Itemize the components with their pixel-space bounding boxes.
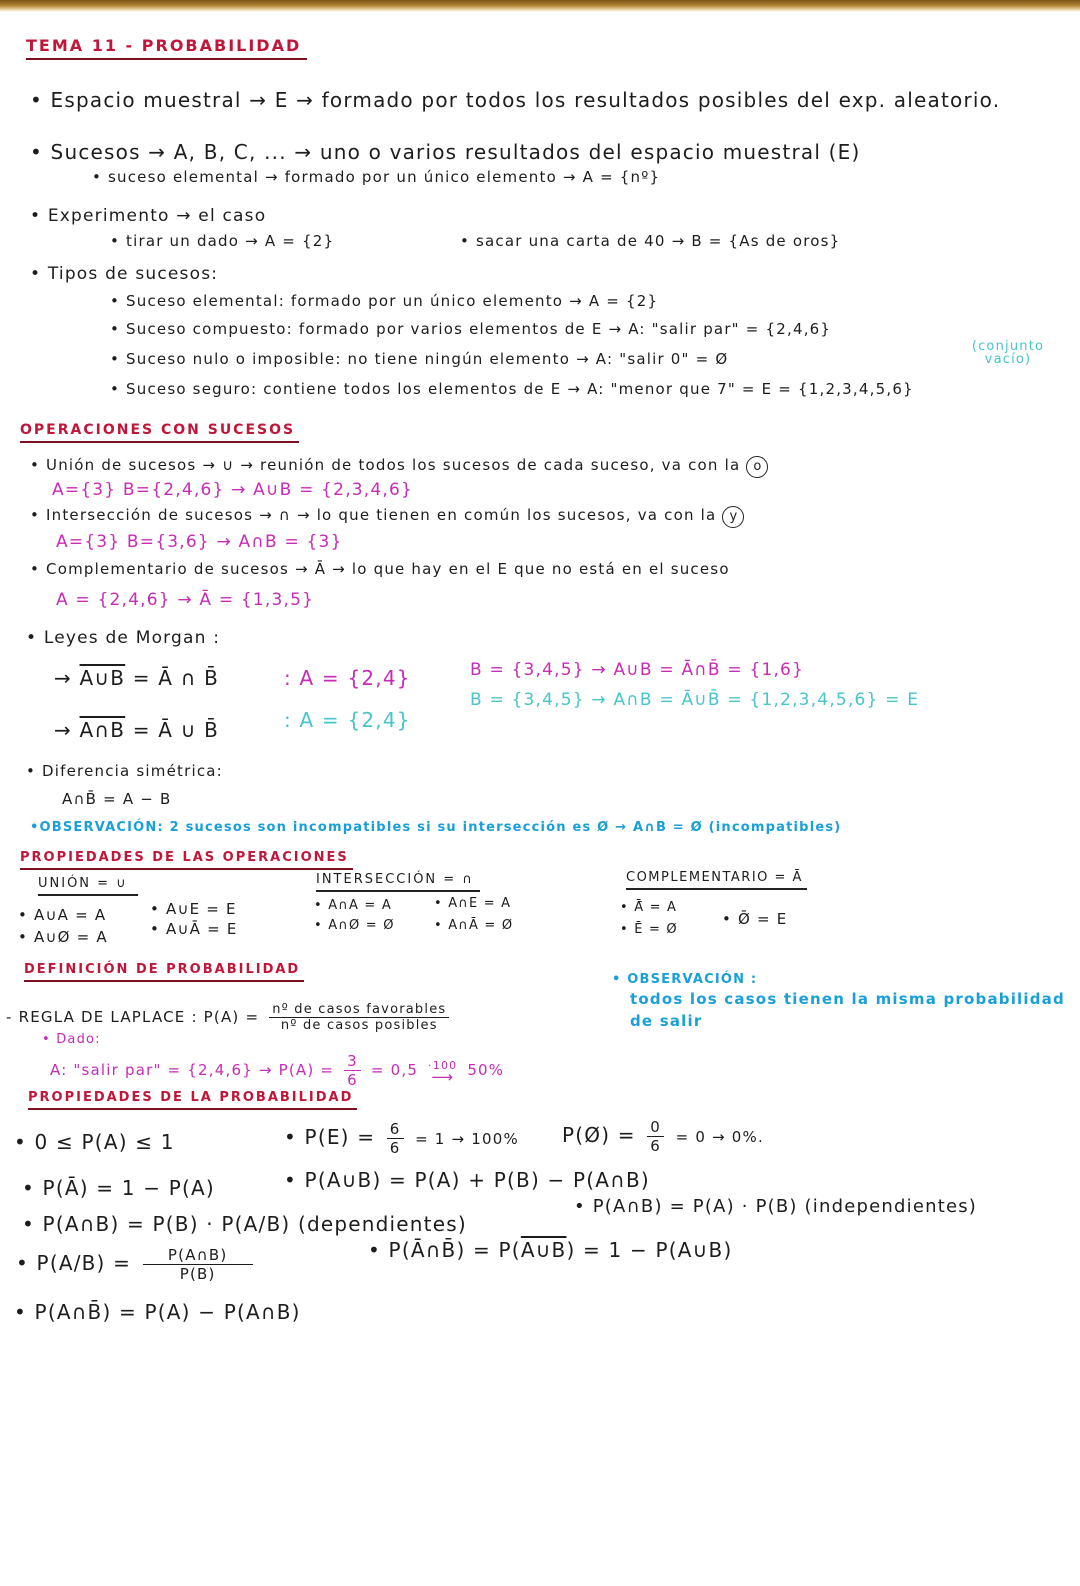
morgan2-lhs: A∩B [79,718,126,742]
interseccion-prop: • A∩A = A [314,898,392,913]
prob-prop-range: • 0 ≤ P(A) ≤ 1 [14,1130,175,1154]
p-e-numerator: 6 [387,1120,404,1139]
interseccion-prop: • A∩Ø = Ø [314,918,395,933]
diferencia-heading: • Diferencia simétrica: [26,762,223,780]
interseccion-example: A={3} B={3,6} → A∩B = {3} [56,532,343,552]
dado-label: • Dado: [42,1032,101,1047]
laplace-fraction [269,1002,449,1033]
laplace-example [50,1052,504,1089]
p-empty-lhs: P(Ø) = [562,1123,636,1147]
prob-prop-dependent: • P(A∩B) = P(B) · P(A/B) (dependientes) [22,1212,467,1236]
prob-morgan-b: ) = 1 − P(A∪B) [566,1238,733,1262]
p-empty-denominator: 6 [650,1137,662,1155]
tipo-compuesto: • Suceso compuesto: formado por varios elementos de E → A: "salir par" = {2,4,6} [110,320,832,338]
p-e-denominator: 6 [389,1139,401,1157]
prob-morgan-overline: A∪B [520,1238,567,1262]
laplace-rule [6,1002,453,1033]
observacion-title: • OBSERVACIÓN : [612,972,758,987]
complementario-prop: • Ē = Ø [620,922,678,937]
complementario-example: A = {2,4,6} → Ā = {1,3,5} [56,590,315,610]
tipo-elemental: • Suceso elemental: formado por un único elemento → A = {2} [110,292,659,310]
paper-top-edge [0,0,1080,12]
p-e-rhs: = 1 → 100% [415,1130,519,1148]
example-lhs: A: "salir par" = {2,4,6} → P(A) = [50,1061,335,1079]
prob-morgan-a: • P(Ā∩B̄) = P( [368,1238,521,1262]
tipo-seguro: • Suceso seguro: contiene todos los elementos de E → A: "menor que 7" = E = {1,2,3,4,5,6} [110,380,914,398]
prob-prop-complement: • P(Ā) = 1 − P(A) [22,1176,215,1200]
o-circle-icon: o [746,456,768,478]
y-circle-icon: y [722,506,744,528]
example-fraction [344,1052,361,1089]
multiply-arrow [428,1059,458,1086]
morgan-heading: • Leyes de Morgan : [26,628,221,648]
p-empty-numerator: 0 [647,1118,664,1137]
laplace-numerator: nº de casos favorables [269,1002,449,1018]
union-prop: • A∪A = A [18,906,107,924]
conditional-numerator: P(A∩B) [143,1246,253,1265]
propiedades-operaciones-heading: PROPIEDADES DE LAS OPERACIONES [20,850,353,870]
morgan2-rhs: = Ā ∪ B̄ [132,718,220,742]
prob-prop-union: • P(A∪B) = P(A) + P(B) − P(A∩B) [284,1168,650,1192]
observacion-incompatibles: •OBSERVACIÓN: 2 sucesos son incompatibles si su intersección es Ø → A∩B = Ø (incompatibles) [30,820,842,835]
morgan-law-1 [54,666,219,690]
arrow-icon: → [54,718,80,742]
prob-prop-impossible [562,1118,764,1155]
union-text: • Unión de sucesos → ∪ → reunión de todos los sucesos de cada suceso, va con la [30,456,741,474]
example-rhs: = 0,5 [370,1061,419,1079]
conditional-lhs: • P(A/B) = [16,1251,132,1275]
morgan-law-2 [54,718,219,742]
page-title: TEMA 11 - PROBABILIDAD [26,36,307,60]
diferencia-formula: A∩B̄ = A − B [62,790,172,808]
prob-prop-certain [284,1120,519,1157]
conditional-denominator: P(B) [179,1265,216,1283]
example-numerator: 3 [344,1052,361,1071]
complementario-definition: • Complementario de sucesos → Ā → lo que hay en el E que no está en el suceso [30,560,730,578]
morgan2-example-a: : A = {2,4} [284,708,411,732]
laplace-denominator: nº de casos posibles [280,1018,438,1033]
suceso-elemental-note: • suceso elemental → formado por un único elemento → A = {nº} [92,168,661,186]
prob-prop-independent: • P(A∩B) = P(A) · P(B) (independientes) [574,1196,978,1217]
union-example: A={3} B={2,4,6} → A∪B = {2,3,4,6} [52,480,414,500]
p-e-lhs: • P(E) = [284,1125,376,1149]
interseccion-prop: • A∩E = A [434,896,512,911]
interseccion-text: • Intersección de sucesos → ∩ → lo que tienen en común los sucesos, va con la [30,506,717,524]
dado-example: • tirar un dado → A = {2} [110,232,335,250]
carta-example: • sacar una carta de 40 → B = {As de oros} [460,232,841,250]
union-definition [30,456,768,478]
prob-prop-conditional [16,1246,257,1283]
morgan1-example-a: : A = {2,4} [284,666,411,690]
union-prop: • A∪E = E [150,900,237,918]
long-arrow-icon: ⟶ [431,1068,455,1086]
observacion-text-2: de salir [630,1012,703,1030]
union-props-title: UNIÓN = ∪ [38,876,138,896]
p-empty-fraction [647,1118,664,1155]
tipos-heading: • Tipos de sucesos: [30,264,219,284]
example-result: 50% [467,1061,505,1079]
conditional-fraction [143,1246,253,1283]
sucesos-definition: • Sucesos → A, B, C, ... → uno o varios resultados del espacio muestral (E) [30,140,861,164]
p-e-fraction [387,1120,404,1157]
union-prop: • A∪Ā = E [150,920,238,938]
morgan1-lhs: A∪B [79,666,126,690]
propiedades-probabilidad-heading: PROPIEDADES DE LA PROBABILIDAD [28,1090,357,1110]
union-prop: • A∪Ø = A [18,928,108,946]
prob-prop-difference: • P(A∩B̄) = P(A) − P(A∩B) [14,1300,301,1324]
interseccion-definition [30,506,744,528]
interseccion-props-title: INTERSECCIÓN = ∩ [316,872,480,892]
tipo-nulo: • Suceso nulo o imposible: no tiene ningún elemento → A: "salir 0" = Ø [110,350,729,368]
conjunto-vacio-note: (conjunto vacío) [971,339,1045,367]
complementario-prop: • Ø̄ = E [722,910,788,928]
complementario-prop: • Ā̄ = A [620,900,678,915]
arrow-icon: → [54,666,80,690]
morgan2-example-b: B = {3,4,5} → A∩B = Ā∪B̄ = {1,2,3,4,5,6} = E [470,690,920,710]
prob-prop-morgan [368,1238,732,1262]
multiply-label: ·100 [428,1059,458,1072]
laplace-label: - REGLA DE LAPLACE : P(A) = [6,1008,260,1026]
interseccion-prop: • A∩Ā = Ø [434,918,514,933]
morgan1-example-b: B = {3,4,5} → A∪B = Ā∩B̄ = {1,6} [470,660,805,680]
experimento-heading: • Experimento → el caso [30,206,267,226]
example-denominator: 6 [347,1071,358,1089]
complementario-props-title: COMPLEMENTARIO = Ā [626,870,807,890]
operaciones-heading: OPERACIONES CON SUCESOS [20,422,299,443]
morgan1-rhs: = Ā ∩ B̄ [132,666,220,690]
observacion-text-1: todos los casos tienen la misma probabilidad [630,990,1065,1008]
espacio-muestral-definition: • Espacio muestral → E → formado por todos los resultados posibles del exp. aleatorio. [30,88,1001,112]
definicion-heading: DEFINICIÓN DE PROBABILIDAD [24,962,304,982]
p-empty-rhs: = 0 → 0%. [675,1128,764,1146]
